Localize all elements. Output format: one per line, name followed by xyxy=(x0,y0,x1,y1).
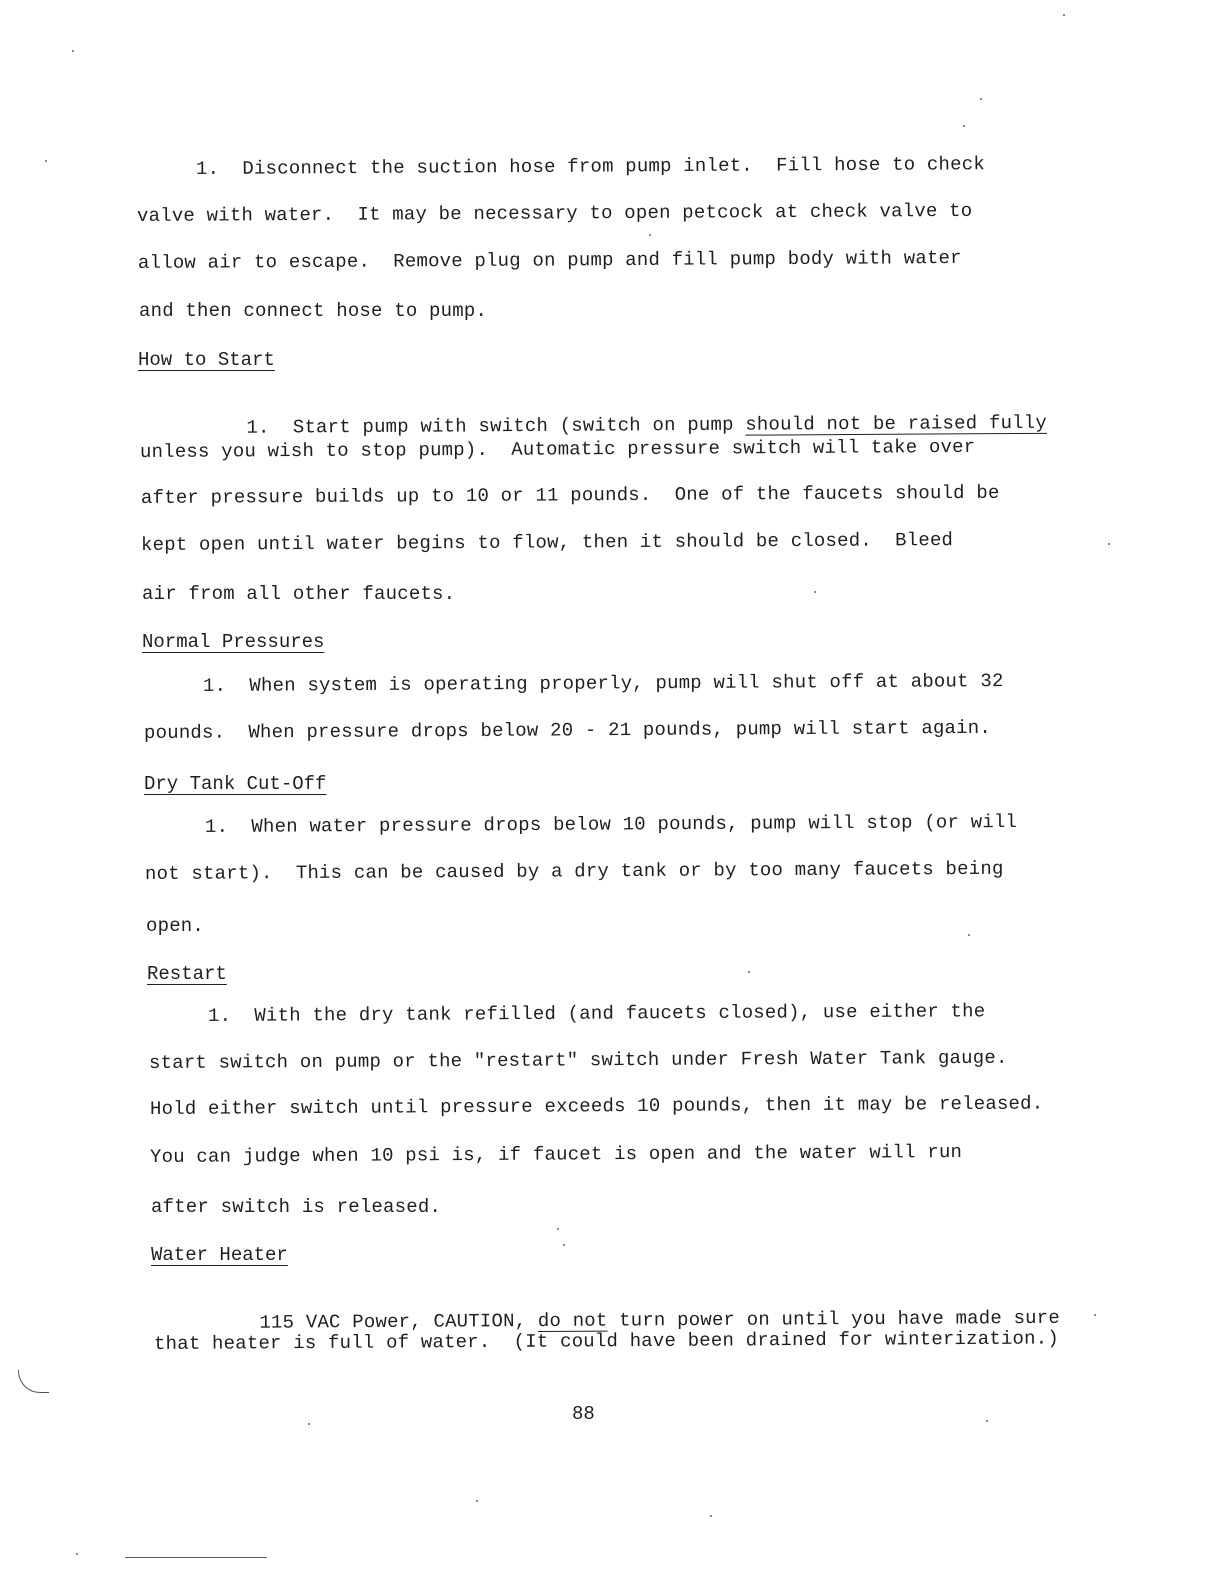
paragraph-line: valve with water. It may be necessary to open petcock at check valve to xyxy=(136,199,973,227)
scan-speck xyxy=(1108,543,1110,545)
scan-speck xyxy=(748,971,750,973)
scan-corner-mark xyxy=(18,1370,49,1393)
paragraph-line: after pressure builds up to 10 or 11 pounds. One of the faucets should be xyxy=(140,481,1000,509)
section-heading: How to Start xyxy=(138,349,275,371)
scan-speck xyxy=(710,1515,712,1517)
scan-speck xyxy=(814,591,816,593)
line-text: turn power on until you have made sure xyxy=(607,1306,1061,1332)
paragraph-line: after switch is released. xyxy=(151,1196,442,1218)
underlined-emphasis: should not be raised fully xyxy=(745,411,1048,436)
scan-speck xyxy=(980,98,982,100)
scan-speck xyxy=(649,234,651,236)
scan-speck xyxy=(557,1228,559,1230)
line-text: 115 VAC Power, CAUTION, xyxy=(259,1310,538,1334)
scan-speck xyxy=(968,934,970,936)
scan-speck xyxy=(45,160,47,162)
scan-speck xyxy=(308,1423,310,1425)
section-heading: Water Heater xyxy=(151,1244,288,1266)
scan-speck xyxy=(476,1500,478,1502)
paragraph-line: not start). This can be caused by a dry tank or by too many faucets being xyxy=(144,857,1004,885)
scan-speck xyxy=(986,1420,988,1422)
paragraph-line: 1. When water pressure drops below 10 pounds, pump will stop (or will xyxy=(204,811,1018,838)
scan-speck xyxy=(76,1553,78,1555)
scan-speck xyxy=(563,1244,565,1246)
paragraph-line: 1. When system is operating properly, pump will shut off at about 32 xyxy=(202,670,1004,697)
paragraph-line: 1. Disconnect the suction hose from pump inlet. Fill hose to check xyxy=(195,153,985,180)
line-text: 1. Start pump with switch (switch on pump xyxy=(246,413,746,439)
scan-speck xyxy=(1063,14,1065,16)
footer-rule xyxy=(125,1557,267,1558)
scan-speck xyxy=(72,50,74,52)
scan-speck xyxy=(963,125,965,127)
paragraph-line: Hold either switch until pressure exceeds 10 pounds, then it may be released. xyxy=(149,1092,1044,1120)
section-heading: Normal Pressures xyxy=(142,631,325,653)
paragraph-line: You can judge when 10 psi is, if faucet is open and the water will run xyxy=(149,1141,963,1168)
paragraph-line: air from all other faucets. xyxy=(142,583,456,605)
underlined-emphasis: do not xyxy=(537,1309,608,1333)
paragraph-line: unless you wish to stop pump). Automatic pressure switch will take over xyxy=(139,435,976,463)
section-heading: Dry Tank Cut-Off xyxy=(144,773,327,795)
scan-speck xyxy=(1094,1314,1096,1316)
paragraph-line: 1. With the dry tank refilled (and faucets closed), use either the xyxy=(207,1000,986,1027)
paragraph-line: pounds. When pressure drops below 20 - 21 pounds, pump will start again. xyxy=(143,716,991,744)
page-number: 88 xyxy=(572,1403,595,1425)
paragraph-line: and then connect hose to pump. xyxy=(139,300,488,322)
paragraph-line: that heater is full of water. (It could have been drained for winterization.) xyxy=(153,1327,1060,1355)
paragraph-line: allow air to escape. Remove plug on pump and fill pump body with water xyxy=(137,246,962,274)
section-heading: Restart xyxy=(147,963,227,985)
paragraph-line: kept open until water begins to flow, then it should be closed. Bleed xyxy=(140,529,954,556)
paragraph-line: open. xyxy=(146,915,205,937)
paragraph-line: start switch on pump or the "restart" switch under Fresh Water Tank gauge. xyxy=(148,1046,1008,1074)
